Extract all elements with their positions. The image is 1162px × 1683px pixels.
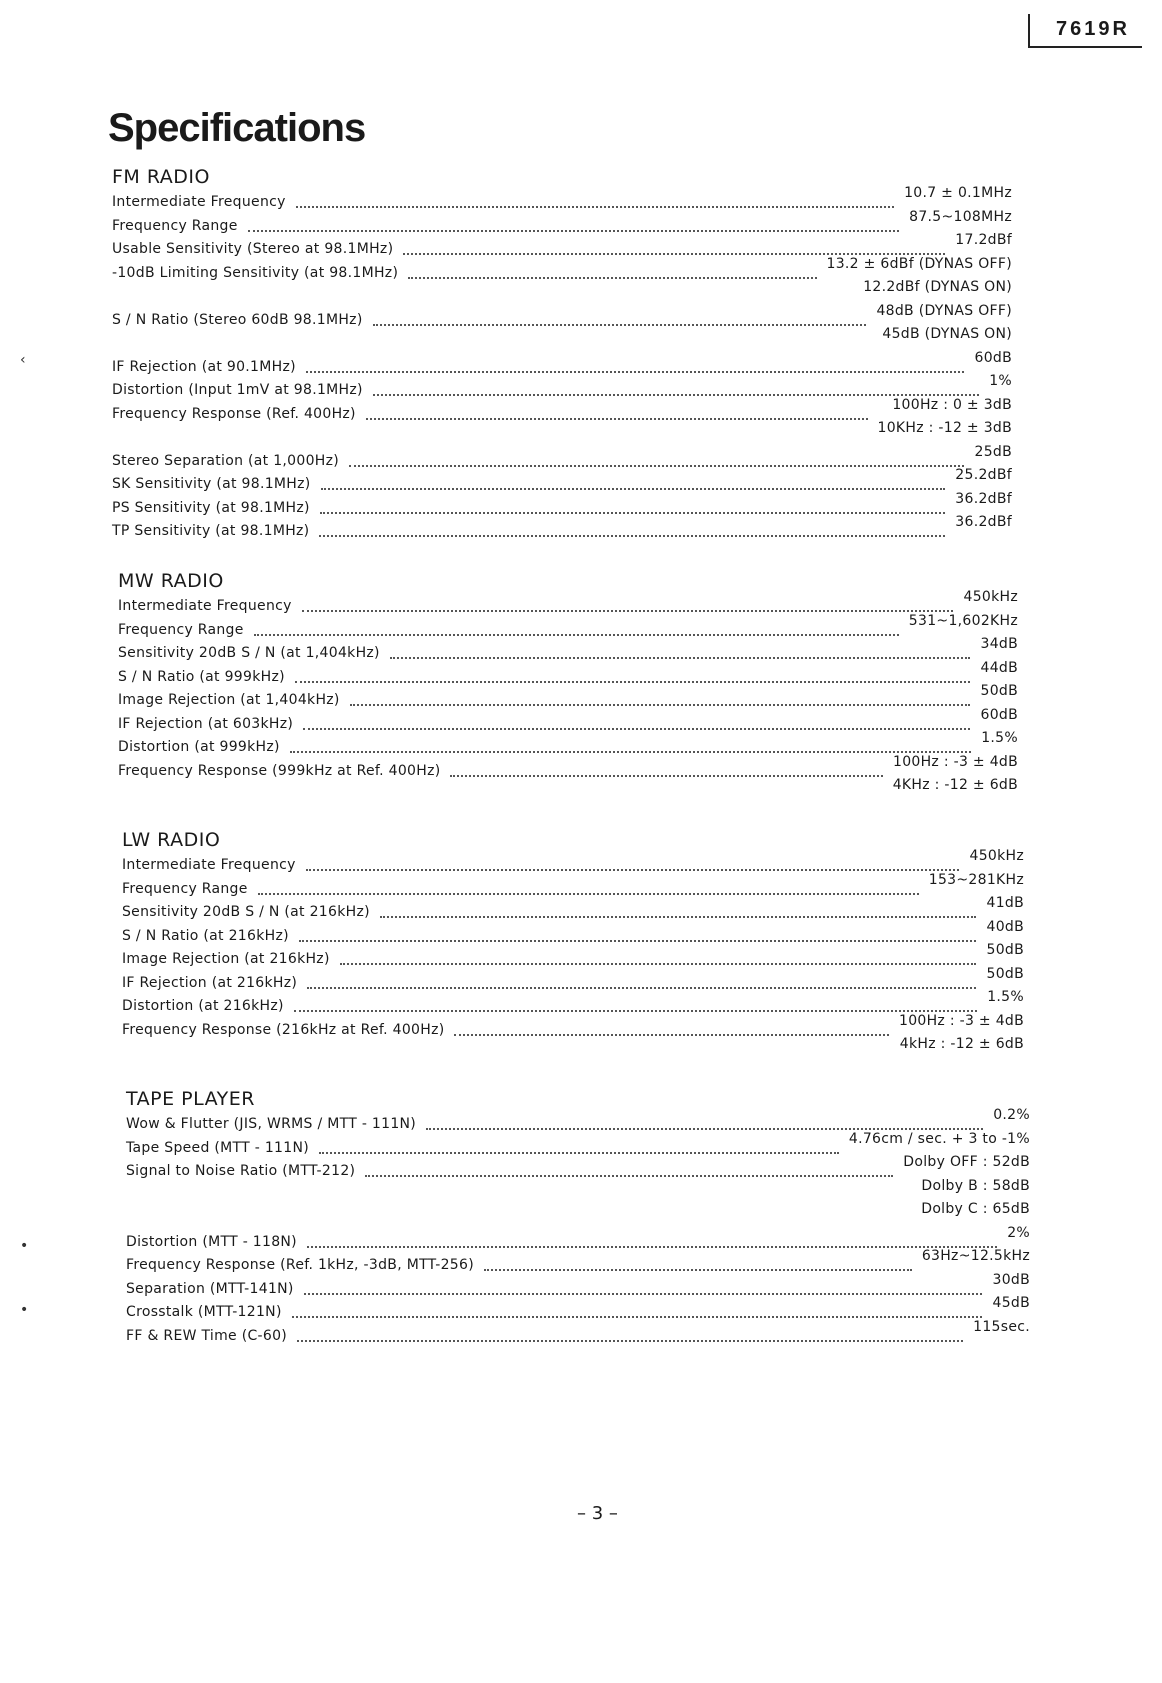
spec-row [118,730,1018,761]
dot-leader [349,451,964,467]
spec-label: FF & REW Time (C-60) [126,1327,288,1344]
model-number: 7619R [1056,18,1130,40]
spec-values [986,892,1024,916]
spec-row [126,1248,1030,1279]
spec-value: 40dB [986,918,1024,935]
spec-values [980,633,1018,657]
spec-label: Sensitivity 20dB S / N (at 1,404kHz) [118,645,380,661]
spec-label: Usable Sensitivity (Stereo at 98.1MHz) [112,241,394,257]
spec-label: S / N Ratio (Stereo 60dB 98.1MHz) [112,311,363,328]
spec-label: IF Rejection (at 90.1MHz) [112,358,296,375]
section-title: MW RADIO [118,570,224,592]
spec-label: Frequency Range [118,621,244,638]
scan-mark: • [20,1302,29,1318]
spec-row [126,1224,1030,1256]
dot-leader [366,404,868,420]
spec-values [980,704,1018,728]
spec-values [878,394,1012,441]
spec-label: Wow & Flutter (JIS, WRMS / MTT - 111N) [126,1116,417,1132]
spec-values [922,1245,1030,1269]
dot-leader [321,474,946,490]
spec-values [929,869,1024,893]
spec-label: TP Sensitivity (at 98.1MHz) [112,523,310,539]
spec-values [963,586,1018,610]
dot-leader [302,596,954,612]
spec-row [126,1271,1030,1303]
dot-leader [290,737,971,753]
spec-values [969,845,1024,869]
spec-row [112,467,1012,498]
spec-value: 36.2dBf [955,490,1012,507]
spec-label: IF Rejection (at 603kHz) [118,715,294,732]
dot-leader [484,1255,912,1271]
dot-leader [306,357,965,373]
spec-row [122,1012,1024,1067]
spec-label: Frequency Response (999kHz at Ref. 400Hz) [118,762,441,779]
spec-values [973,1316,1030,1340]
spec-label: Intermediate Frequency [118,598,292,614]
section-lw-radio [122,829,1024,1067]
spec-value: 4kHz : -12 ± 6dB [899,1036,1024,1052]
spec-value: 153~281KHz [928,871,1024,888]
dot-leader [292,1302,983,1318]
spec-label: Signal to Noise Ratio (MTT-212) [126,1163,356,1179]
dot-leader [307,973,976,989]
spec-value: 48dB (DYNAS OFF) [876,302,1012,319]
spec-label: Image Rejection (at 1,404kHz) [118,692,340,708]
section-mw-radio [118,570,1018,808]
dot-leader [373,310,867,326]
spec-value: 10KHz : -12 ± 3dB [877,420,1012,436]
spec-label: Frequency Response (Ref. 400Hz) [112,405,356,422]
spec-values [955,464,1012,488]
spec-row [118,753,1018,808]
spec-values [899,1010,1024,1057]
spec-values [827,253,1012,300]
spec-label: Frequency Response (216kHz at Ref. 400Hz) [122,1021,445,1038]
section-title: FM RADIO [112,166,210,188]
section-title: LW RADIO [122,829,221,851]
spec-row [126,1318,1030,1350]
spec-label: PS Sensitivity (at 98.1MHz) [112,499,310,516]
spec-label: Crosstalk (MTT-121N) [126,1304,282,1320]
spec-values [974,347,1012,371]
spec-label: Distortion (MTT - 118N) [126,1233,297,1250]
spec-label: S / N Ratio (at 216kHz) [122,927,289,944]
spec-value: 30dB [992,1271,1030,1288]
spec-values [904,182,1012,206]
spec-value: 13.2 ± 6dBf (DYNAS OFF) [826,255,1012,272]
spec-values [903,1151,1030,1222]
spec-label: Sensitivity 20dB S / N (at 216kHz) [122,904,370,920]
spec-values [981,727,1018,751]
spec-value: 50dB [986,942,1024,958]
spec-values [986,963,1024,987]
spec-label: IF Rejection (at 216kHz) [122,974,298,991]
spec-value: 0.2% [993,1107,1030,1123]
spec-label: Intermediate Frequency [122,857,296,873]
dot-leader [303,714,970,730]
spec-value: 44dB [980,659,1018,676]
spec-value: 60dB [974,349,1012,366]
spec-values [989,370,1012,394]
dot-leader [450,761,882,777]
spec-values [955,488,1012,512]
spec-row [118,706,1018,738]
spec-values [893,751,1018,798]
spec-value: 531~1,602KHz [908,612,1018,629]
scan-mark: • [20,1238,29,1254]
spec-value: 115sec. [973,1318,1030,1335]
spec-values [974,441,1012,465]
dot-leader [390,643,971,659]
spec-row [112,185,1012,216]
section-fm-radio [112,166,1012,545]
spec-label: Separation (MTT-141N) [126,1280,294,1297]
spec-value: 63Hz~12.5kHz [921,1248,1030,1264]
spec-row [122,895,1024,926]
dot-leader [380,902,977,918]
dot-leader [299,926,977,942]
spec-values [987,986,1024,1010]
dot-leader [340,949,977,965]
spec-value: 60dB [980,706,1018,723]
spec-row [118,589,1018,620]
spec-value: 4KHz : -12 ± 6dB [892,777,1018,793]
dot-leader [350,690,971,706]
spec-value: Dolby OFF : 52dB [903,1154,1030,1170]
spec-values [992,1292,1030,1316]
dot-leader [365,1161,893,1177]
dot-leader [296,192,894,208]
spec-row [112,514,1012,545]
spec-label: Image Rejection (at 216kHz) [122,951,330,967]
spec-value: Dolby B : 58dB [921,1177,1030,1194]
dot-leader [306,855,960,871]
dot-leader [297,1326,963,1342]
spec-value: 100Hz : -3 ± 4dB [892,753,1018,770]
spec-label: Stereo Separation (at 1,000Hz) [112,452,340,469]
section-title: TAPE PLAYER [126,1088,255,1110]
spec-value: Dolby C : 65dB [921,1201,1030,1217]
spec-value: 36.2dBf [955,514,1012,530]
spec-values [955,229,1012,253]
spec-value: 45dB [992,1295,1030,1311]
spec-value: 50dB [986,965,1024,982]
spec-values [909,610,1018,634]
spec-label: S / N Ratio (at 999kHz) [118,668,285,685]
spec-value: 100Hz : -3 ± 4dB [898,1012,1024,1029]
spec-value: 87.5~108MHz [909,208,1012,225]
spec-value: 450kHz [963,589,1018,605]
page-number: – 3 – [577,1503,618,1524]
spec-values [992,1269,1030,1293]
spec-row [112,396,1012,451]
spec-values [876,300,1012,347]
spec-row [112,302,1012,357]
spec-label: Tape Speed (MTT - 111N) [126,1139,310,1156]
spec-value: 1.5% [987,989,1024,1005]
spec-row [118,659,1018,691]
spec-row [126,1154,1030,1232]
spec-values [980,680,1018,704]
spec-row [112,490,1012,522]
spec-value: 1% [989,373,1012,389]
spec-label: Distortion (at 999kHz) [118,739,280,755]
spec-row [112,208,1012,240]
spec-label: Distortion (Input 1mV at 98.1MHz) [112,382,363,398]
page-title: Specifications [108,106,366,150]
dot-leader [248,216,899,232]
spec-values [986,939,1024,963]
spec-label: Distortion (at 216kHz) [122,998,284,1014]
spec-value: 450kHz [969,848,1024,864]
spec-value: 4.76cm / sec. + 3 to -1% [848,1130,1030,1147]
spec-value: 41dB [986,895,1024,911]
spec-row [122,848,1024,879]
spec-label: SK Sensitivity (at 98.1MHz) [112,476,311,492]
corner-box [1028,14,1142,48]
spec-row [126,1130,1030,1162]
spec-values [849,1128,1030,1152]
dot-leader [258,879,919,895]
spec-values [909,206,1012,230]
spec-row [112,443,1012,475]
spec-values [993,1104,1030,1128]
dot-leader [307,1232,997,1248]
spec-values [986,916,1024,940]
spec-value: 34dB [980,636,1018,652]
spec-label: Frequency Response (Ref. 1kHz, -3dB, MTT-256) [126,1257,474,1273]
spec-value: 12.2dBf (DYNAS ON) [863,279,1012,295]
spec-value: 25dB [974,443,1012,460]
dot-leader [295,667,971,683]
spec-label: Intermediate Frequency [112,194,286,210]
spec-value: 100Hz : 0 ± 3dB [892,396,1012,413]
spec-label: Frequency Range [122,880,248,897]
dot-leader [319,1138,839,1154]
spec-row [122,942,1024,973]
spec-values [1007,1222,1030,1246]
spec-values [955,511,1012,535]
spec-value: 2% [1007,1224,1030,1241]
dot-leader [319,521,945,537]
dot-leader [254,620,899,636]
spec-row [112,349,1012,381]
spec-row [122,989,1024,1020]
spec-label: Frequency Range [112,217,238,234]
spec-value: 25.2dBf [955,467,1012,483]
spec-row [122,918,1024,950]
dot-leader [454,1020,889,1036]
scan-mark: ‹ [20,352,26,368]
spec-row [122,965,1024,997]
spec-row [118,612,1018,644]
spec-row [126,1295,1030,1326]
spec-label: -10dB Limiting Sensitivity (at 98.1MHz) [112,264,399,281]
dot-leader [304,1279,983,1295]
spec-row [118,636,1018,667]
spec-value: 50dB [980,683,1018,699]
spec-row [122,871,1024,903]
spec-value: 45dB (DYNAS ON) [882,326,1012,342]
dot-leader [320,498,946,514]
section-tape-player [126,1088,1030,1349]
spec-value: 17.2dBf [955,232,1012,248]
dot-leader [408,263,816,279]
spec-values [980,657,1018,681]
spec-row [118,683,1018,714]
dot-leader [294,996,977,1012]
spec-value: 10.7 ± 0.1MHz [904,185,1012,201]
spec-value: 1.5% [981,730,1018,746]
